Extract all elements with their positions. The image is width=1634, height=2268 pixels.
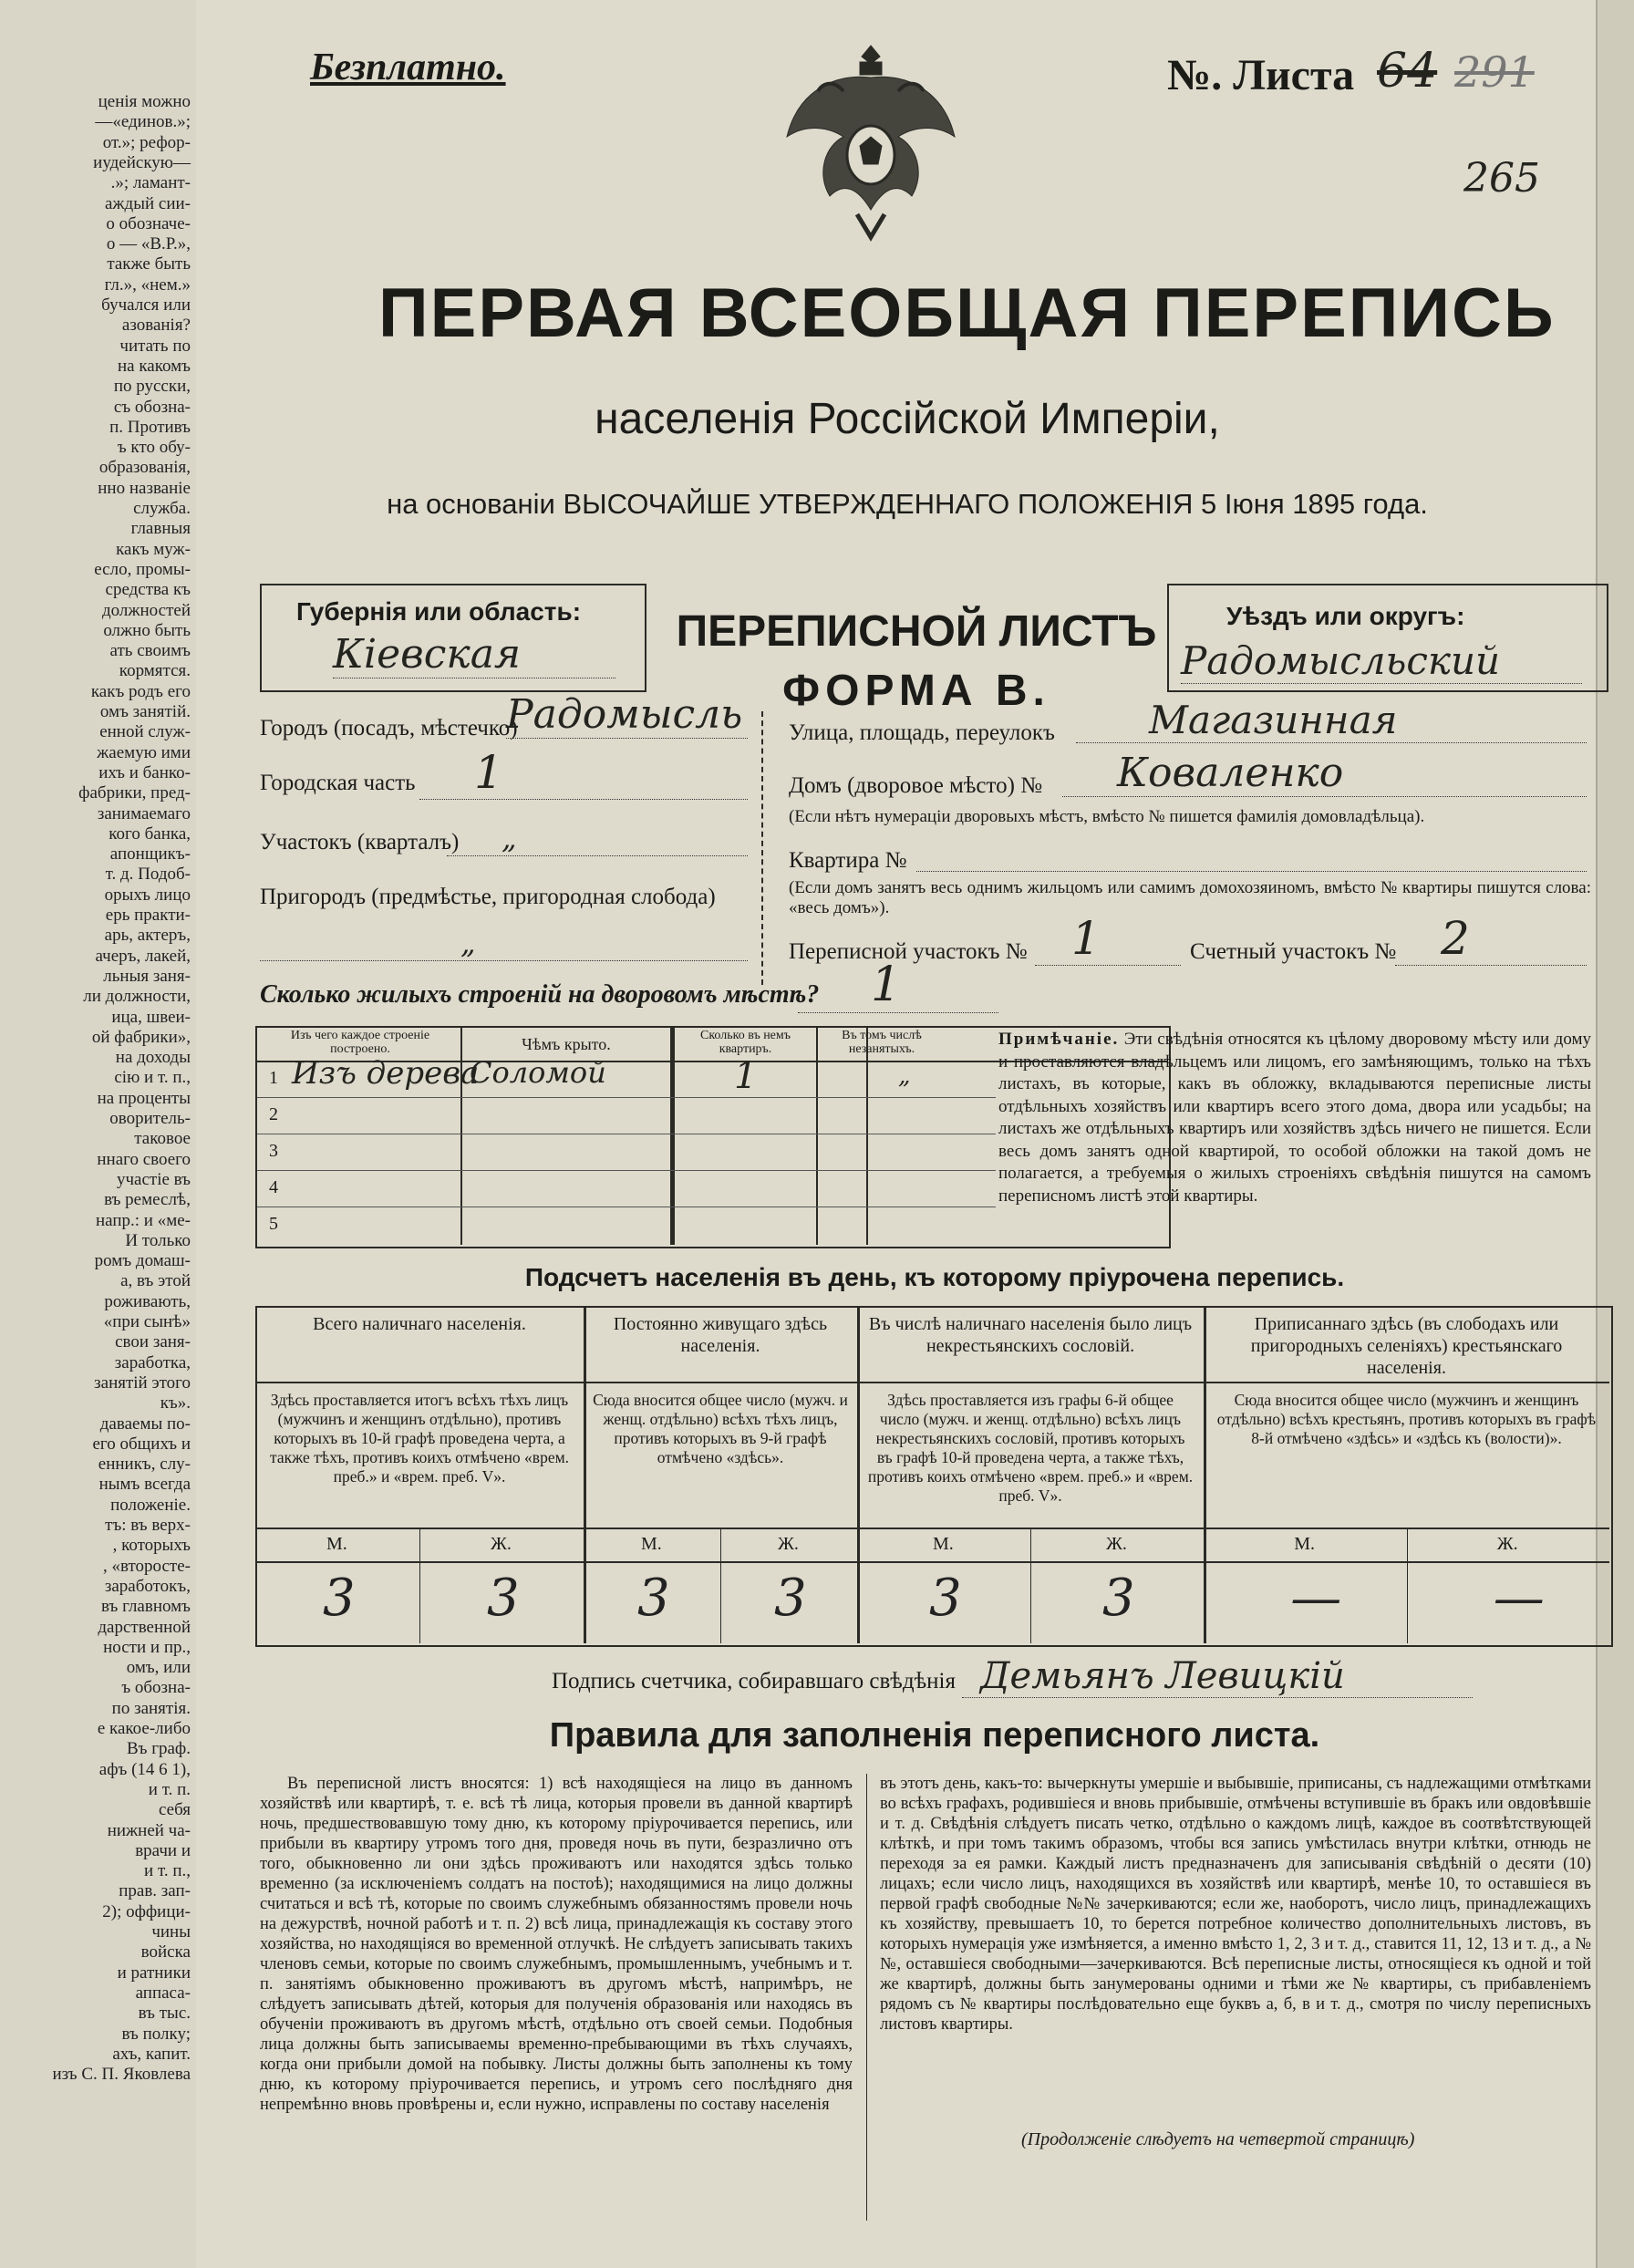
buildings-col-divider	[816, 1026, 818, 1245]
previous-page-line: от.»; рефор-	[102, 132, 191, 152]
previous-page-line: нижней ча-	[107, 1820, 191, 1840]
previous-page-line: енникъ, слу-	[98, 1455, 191, 1475]
previous-page-line: участіе въ	[116, 1169, 191, 1189]
previous-page-line: е какое-либо	[97, 1719, 191, 1738]
census-sheet-title: ПЕРЕПИСНОЙ ЛИСТЪ	[676, 607, 1157, 656]
signature-label: Подпись счетчика, собиравшаго свѣдѣнія	[552, 1669, 956, 1693]
previous-page-line: ромъ домаш-	[94, 1251, 191, 1271]
male-label: М.	[641, 1534, 662, 1554]
pop-column-desc: Здѣсь проставляется изъ графы 6-й общее число (мужч. и женщ. отдѣльно) всѣхъ лицъ некрестьянскихъ сословій, противъ которыхъ въ графѣ 10-й проведена черта, а также тѣхъ, противъ коихъ отмѣчено «врем. преб.» и «врем. преб. V».	[867, 1391, 1194, 1505]
pop-col-divider	[584, 1306, 586, 1643]
count-plot-label: Счетный участокъ №	[1190, 939, 1397, 964]
rules-column-2: въ этотъ день, какъ-то: вычеркнуты умершіе и выбывшіе, приписаны, съ надлежащими отмѣтками во всѣхъ графахъ, родившіеся и вновь прибывшіе, отмѣчены вступившіе въ бракъ или овдовѣвшіе и т. д. Свѣдѣнія слѣдуетъ писать четко, отдѣльно о каждомъ лицѣ, каждое въ соотвѣтствующей клѣткѣ, и при томъ такимъ образомъ, чтобы вся запись умѣстилась внутри клѣтки, отнюдь не переходя за ея рамки. Каждый листъ предназначенъ для записыванія свѣдѣній о десяти (10) лицахъ; если число лицъ, находящихся въ хозяйствѣ или квартирѣ, менѣе 10, то оставшіеся въ первой графѣ свободные №№ зачеркиваются; если же, наоборотъ, число лицъ, принадлежащихъ къ хозяйству, превышаетъ 10, то берется потребное количество дополнительныхъ листовъ, въ которыхъ нумерація уже измѣняется, а именно вмѣсто 1, 2, 3 и т. д., ставится 11, 12, 13 и т. д., а №№, оставшіеся свободными—зачеркиваются. Всѣ переписные листы, относящіеся къ одной и той же квартирѣ, должны быть занумерованы одними и тѣми же № квартиры, съ прибавленіемъ рядомъ съ № квартиры послѣдовательно еще буквъ а, б, в и т. д., смотря по числу переписныхъ листовъ квартиры.	[880, 1775, 1591, 2034]
previous-page-line: прав. зап-	[119, 1881, 191, 1901]
previous-page-line: аппаса-	[135, 1983, 191, 2003]
census-basis: на основаніи ВЫСОЧАЙШЕ УТВЕРЖДЕННАГО ПОЛОЖЕНІЯ 5 Іюня 1895 года.	[387, 488, 1428, 520]
rules-heading: Правила для заполненія переписного листа.	[549, 1716, 1320, 1755]
previous-page-line: олжно быть	[103, 620, 191, 640]
previous-page-line: изъ С. П. Яковлева	[52, 2065, 191, 2085]
building-row-number: 5	[269, 1214, 278, 1234]
rules-col-divider	[866, 1774, 867, 2221]
previous-page-line: кормятся.	[119, 661, 191, 681]
double-headed-eagle-emblem	[780, 36, 962, 251]
previous-page-line: какъ муж-	[116, 539, 191, 559]
previous-page-line: , «второсте-	[102, 1556, 191, 1576]
apartment-note: (Если домъ занятъ весь однимъ жильцомъ или самимъ домохозяиномъ, вмѣсто № квартиры пишутся слова: «весь домъ»).	[789, 878, 1591, 917]
previous-page-line: а, въ этой	[120, 1271, 191, 1291]
col-material-header: Изъ чего каждое строеніе построено.	[290, 1029, 430, 1056]
previous-page-line: его общихъ и	[92, 1434, 191, 1454]
previous-page-line: 2); оффици-	[102, 1901, 191, 1921]
gubernia-value[interactable]: Кіевская	[333, 631, 615, 678]
previous-page-line: афъ (14 6 1),	[98, 1759, 191, 1779]
previous-page-line: льныя заня-	[103, 966, 191, 986]
previous-page-line: врачи и	[135, 1840, 191, 1860]
female-count-value[interactable]: 3	[1102, 1569, 1135, 1628]
note-text: Эти свѣдѣнія относятся къ цѣлому дворовому мѣсту или дому и проставляются владѣльцемъ или лицомъ, его замѣняющимъ, только на тѣхъ листахъ, въ которые, какъ въ обложку, вкладываются переписные листы отдѣльныхъ хозяйствъ или квартиръ всего этого дома, двора или усадьбы; на листахъ же отдѣльныхъ квартиръ или хозяйствъ здѣсь ничего не пишется. Если весь домъ занятъ одной квартирой, то особой обложки на такой домъ не полагается, а требуемыя о жилыхъ строеніяхъ свѣдѣнія пишутся на самомъ переписномъ листѣ этой квартиры.	[998, 1030, 1591, 1206]
building-row-rule	[257, 1206, 996, 1207]
pop-col-divider	[857, 1306, 860, 1643]
previous-page-line: образованія,	[98, 458, 191, 478]
buildings-answer[interactable]: 1	[798, 958, 998, 1013]
male-count-value[interactable]: 3	[637, 1569, 670, 1628]
previous-page-line: оворитель-	[109, 1109, 191, 1128]
free-label: Безплатно.	[310, 47, 506, 88]
col-roof-header: Чѣмъ крыто.	[522, 1035, 611, 1053]
previous-page-line: занимаемаго	[97, 803, 191, 823]
buildings-col-divider	[866, 1026, 868, 1245]
uezd-value[interactable]: Радомысльский	[1181, 638, 1582, 684]
previous-page-line: ать своимъ	[109, 641, 191, 661]
previous-page-line: главныя	[130, 519, 191, 539]
previous-page-line: кого банка,	[109, 823, 191, 844]
pop-column-title: Постоянно живущаго здѣсь населенія.	[613, 1314, 828, 1356]
previous-page-line: заработка,	[114, 1352, 191, 1372]
sheet-number-crossed: 291	[1454, 47, 1535, 97]
previous-page-line: въ ремеслѣ,	[104, 1190, 191, 1210]
building-row-number: 4	[269, 1177, 278, 1197]
previous-page-line: ачеръ, лакей,	[95, 946, 191, 966]
previous-page-line: о — «В.Р.»,	[106, 234, 191, 254]
previous-page-line: заработокъ,	[104, 1576, 191, 1596]
male-count-value[interactable]: 3	[929, 1569, 962, 1628]
male-label: М.	[933, 1534, 954, 1554]
pop-col-divider	[1204, 1306, 1206, 1643]
previous-page-line: даваемы по-	[99, 1414, 191, 1434]
previous-page-line: есло, промы-	[94, 559, 191, 579]
previous-page-line: .»; ламант-	[110, 173, 191, 193]
previous-page-line: средства къ	[105, 580, 191, 600]
previous-page-line: служба.	[133, 499, 191, 518]
previous-page-line: ъ обозна-	[121, 1678, 191, 1698]
previous-page-line: дарственной	[98, 1617, 191, 1637]
mf-divider	[1030, 1528, 1031, 1643]
previous-page-line: о обозначе-	[106, 213, 191, 233]
previous-page-line: ности и пр.,	[103, 1637, 191, 1657]
previous-page-line: по занятія.	[111, 1698, 191, 1718]
population-heading: Подсчетъ населенія въ день, къ которому пріурочена перепись.	[524, 1263, 1345, 1291]
previous-page-line: ли должности,	[83, 987, 191, 1007]
rules-column-1: Въ переписной листъ вносятся: 1) всѣ находящіеся на лицо въ данномъ хозяйствѣ или квартирѣ, т. е. всѣ тѣ лица, которыя провели въ данной квартирѣ ночь, предшествовавшую тому дню, къ которому пріурочивается перепись, или прибыли въ квартиру утромъ того дня, проведя ночь въ пути, безразлично отъ того, обыкновенно ли они здѣсь проживаютъ или находятся здѣсь только временно (за исключеніемъ солдатъ на постоѣ); находящимися на лицо должны считаться и всѣ тѣ, которые по своимъ служебнымъ обязанностямъ провели ночь на дежурствѣ, ночной работѣ и т. п. 2) всѣ лица, принадлежащія къ составу этого хозяйства, но находящіяся во временной отлучкѣ. Не слѣдуетъ записывать такихъ членовъ семьи, которые по своимъ служебнымъ, промышленнымъ, учебнымъ и т. п. занятіямъ обыкновенно проживаютъ въ другомъ мѣстѣ, напримѣръ, не слѣдуетъ записывать дѣтей, которыя для полученія образованія или находясь въ обученіи проживаютъ въ другомъ мѣстѣ, отдѣльно отъ своей семьи. Подобныя лица должны быть записываемы временно-пребывающими въ тѣхъ случаяхъ, когда они прибыли домой на побывку. Листы должны быть заполнены къ тому дню, къ которому пріурочивается перепись, и утромъ сего послѣдняго дня непремѣнно вновь провѣрены и, если нужно, исправлены по составу населенія	[260, 1775, 853, 2114]
census-title: ПЕРВАЯ ВСЕОБЩАЯ ПЕРЕПИСЬ	[378, 274, 1556, 352]
previous-page-line: аждый сии-	[104, 193, 191, 213]
previous-page-line: ахъ, капит.	[112, 2044, 191, 2064]
previous-page-line: въ тыс.	[138, 2004, 191, 2024]
suburb-value[interactable]: „	[260, 926, 748, 961]
pop-column-title: Въ числѣ наличнаго населенія было лицъ некрестьянскихъ сословій.	[868, 1314, 1193, 1356]
female-label: Ж.	[778, 1534, 799, 1554]
building-row-number: 2	[269, 1104, 278, 1124]
previous-page-line: омъ занятій.	[99, 702, 191, 721]
pop-column-desc: Здѣсь проставляется итогъ всѣхъ тѣхъ лицъ (мужчинъ и женщинъ отдѣльно), противъ которыхъ въ 10-й графѣ проведена черта, а также тѣхъ, противъ коихъ отмѣчено «врем. преб.» и «врем. преб. V».	[269, 1391, 570, 1486]
census-plot-value[interactable]: 1	[1035, 912, 1181, 966]
previous-page-line: съ обозна-	[113, 397, 191, 417]
male-count-value[interactable]: —	[1290, 1569, 1342, 1628]
previous-page-line: напр.: и «ме-	[96, 1210, 191, 1230]
pop-column-desc: Сюда вносится общее число (мужчинъ и женщинъ отдѣльно) всѣхъ крестьянъ, противъ которыхъ въ графѣ 8-й отмѣчено «здѣсь» и «здѣсь къ (волости)».	[1216, 1391, 1597, 1447]
count-plot-value[interactable]: 2	[1395, 912, 1587, 966]
previous-page-line: иудейскую—	[93, 152, 191, 172]
previous-page-line: ихъ и банко-	[98, 762, 191, 782]
female-count-value[interactable]: —	[1493, 1569, 1545, 1628]
city-value[interactable]: Радомысль	[506, 691, 748, 739]
previous-page-line: «при сынѣ»	[103, 1312, 191, 1331]
pop-column-desc: Сюда вносится общее число (мужч. и женщ. отдѣльно) всѣхъ тѣхъ лицъ, противъ которыхъ въ 9-й графѣ отмѣчено «здѣсь».	[593, 1391, 848, 1466]
previous-page-line: должностей	[101, 600, 191, 620]
buildings-question: Сколько жилыхъ строеній на дворовомъ мѣстѣ?	[260, 980, 820, 1009]
building-empty-value[interactable]: „	[898, 1062, 911, 1090]
next-page-edge	[1596, 0, 1634, 2268]
census-plot-label: Переписной участокъ №	[789, 939, 1028, 964]
previous-page-line: занятій этого	[94, 1372, 191, 1393]
female-label: Ж.	[491, 1534, 512, 1554]
previous-page-line: на доходы	[115, 1048, 191, 1068]
previous-page-line: положеніе.	[110, 1495, 191, 1515]
previous-page-line: войска	[140, 1942, 191, 1962]
previous-page-line: ннаго своего	[97, 1149, 191, 1169]
previous-page-line: арь, актеръ,	[104, 926, 191, 946]
archive-number: 265	[1463, 155, 1540, 202]
pop-column-title: Приписаннаго здѣсь (въ слободахъ или пригородныхъ селеніяхъ) крестьянскаго населенія.	[1250, 1314, 1563, 1378]
plot-value[interactable]: „	[447, 821, 748, 856]
mf-divider	[720, 1528, 721, 1643]
previous-page-line: и ратники	[117, 1962, 191, 1983]
buildings-col-divider	[670, 1026, 675, 1245]
address-divider	[761, 711, 763, 985]
census-sheet	[196, 0, 1634, 2268]
previous-page-line: роживають,	[104, 1291, 191, 1311]
previous-page-line: т. д. Подоб-	[105, 865, 191, 885]
male-count-value[interactable]: 3	[323, 1569, 356, 1628]
building-row-rule	[257, 1097, 996, 1098]
building-material-value[interactable]: Изъ дерева	[292, 1055, 480, 1092]
previous-page-line: къ».	[160, 1393, 191, 1414]
apartment-label: Квартира №	[789, 848, 907, 873]
previous-page-line: И только	[125, 1230, 191, 1250]
building-roof-value[interactable]: Соломой	[470, 1055, 606, 1090]
previous-page-line: нно названіе	[98, 478, 191, 498]
previous-page-line: въ главномъ	[101, 1597, 191, 1617]
previous-page-line: на какомъ	[118, 356, 191, 376]
col-empty-header: Въ томъ числѣ незанятыхъ.	[842, 1029, 922, 1056]
previous-page-strip	[0, 0, 202, 2268]
sheet-number-value: 64	[1377, 44, 1438, 98]
previous-page-line: въ полку;	[121, 2024, 191, 2044]
rules-continued: (Продолженіе слѣдуетъ на четвертой страницѣ)	[1021, 2129, 1415, 2149]
previous-page-line: орыхъ лицо	[104, 885, 191, 905]
mf-divider	[419, 1528, 420, 1643]
district-label: Городская часть	[260, 771, 416, 795]
previous-page-line: жаемую ими	[97, 742, 191, 762]
pop-title-rule	[255, 1382, 1609, 1383]
mf-divider	[1407, 1528, 1408, 1643]
district-value[interactable]: 1	[419, 746, 748, 800]
previous-page-line: п. Противъ	[109, 417, 191, 437]
apartment-value-line[interactable]	[916, 871, 1587, 872]
male-label: М.	[326, 1534, 347, 1554]
previous-page-line: на проценты	[97, 1088, 191, 1108]
previous-page-line: фабрики, пред-	[78, 783, 191, 803]
previous-page-line: себя	[158, 1800, 191, 1820]
female-count-value[interactable]: 3	[487, 1569, 520, 1628]
suburb-label: Пригородъ (предмѣстье, пригородная слобода)	[260, 885, 716, 909]
form-label: ФОРМА В.	[782, 667, 1050, 715]
building-apartments-value[interactable]: 1	[734, 1055, 758, 1097]
previous-page-line: омъ, или	[126, 1658, 191, 1678]
previous-page-line: —«единов.»;	[95, 112, 191, 132]
previous-page-line: апонщикъ-	[109, 844, 191, 865]
female-label: Ж.	[1496, 1534, 1518, 1554]
female-label: Ж.	[1106, 1534, 1127, 1554]
previous-page-line: гл.», «нем.»	[104, 274, 191, 295]
building-row-rule	[257, 1170, 996, 1171]
previous-page-line: азованія?	[121, 316, 191, 336]
sheet-number-label: №. Листа	[1167, 51, 1355, 99]
previous-page-line: читать по	[119, 336, 191, 356]
previous-page-line: свои заня-	[115, 1332, 191, 1352]
previous-page-line: тъ: въ верх-	[105, 1516, 191, 1535]
previous-page-line: нымъ всегда	[98, 1475, 191, 1495]
plot-label: Участокъ (кварталъ)	[260, 830, 460, 854]
census-subtitle: населенія Россійской Имперіи,	[595, 395, 1220, 443]
previous-page-line: таковое	[134, 1129, 191, 1149]
male-label: М.	[1294, 1534, 1316, 1554]
previous-page-line: сію и т. п.,	[114, 1068, 191, 1088]
uezd-label: Уѣздъ или округъ:	[1226, 602, 1465, 630]
previous-page-line: ерь практи-	[105, 906, 191, 925]
previous-page-line: бучался или	[101, 295, 191, 315]
previous-page-line: , которыхъ	[112, 1536, 191, 1556]
house-note: (Если нѣтъ нумераціи дворовыхъ мѣстъ, вмѣсто № пишется фамилія домовладѣльца).	[789, 807, 1425, 826]
city-label: Городъ (посадъ, мѣстечко)	[260, 716, 518, 740]
street-value[interactable]: Магазинная	[1076, 698, 1587, 743]
street-label: Улица, площадь, переулокъ	[789, 720, 1055, 745]
previous-page-line: какъ родъ его	[90, 681, 191, 701]
previous-page-line: Въ граф.	[126, 1739, 191, 1759]
house-label: Домъ (дворовое мѣсто) №	[789, 773, 1043, 798]
previous-page-line: и т. п.,	[144, 1861, 191, 1881]
female-count-value[interactable]: 3	[774, 1569, 807, 1628]
building-row-number: 3	[269, 1141, 278, 1161]
gubernia-label: Губернія или область:	[296, 597, 582, 626]
previous-page-line: енной служ-	[99, 722, 191, 742]
signature-value[interactable]: Демьянъ Левицкій	[962, 1655, 1473, 1698]
previous-page-line: ценія можно	[98, 92, 191, 111]
building-row-number: 1	[269, 1068, 278, 1088]
previous-page-line: ица, швеи-	[111, 1007, 191, 1027]
previous-page-line: ъ кто обу-	[117, 438, 191, 458]
previous-page-line: также быть	[107, 254, 191, 274]
note-title: Примѣчаніе.	[998, 1030, 1120, 1049]
buildings-note	[998, 1029, 1591, 1207]
pop-column-title: Всего наличнаго населенія.	[313, 1314, 526, 1334]
house-value[interactable]: Коваленко	[1062, 750, 1587, 797]
previous-page-line: ой фабрики»,	[91, 1027, 191, 1047]
col-apartments-header: Сколько въ немъ квартиръ.	[699, 1029, 791, 1056]
previous-page-line: по русски,	[113, 377, 191, 397]
previous-page-line: чины	[151, 1922, 191, 1942]
previous-page-line: и т. п.	[148, 1779, 191, 1799]
